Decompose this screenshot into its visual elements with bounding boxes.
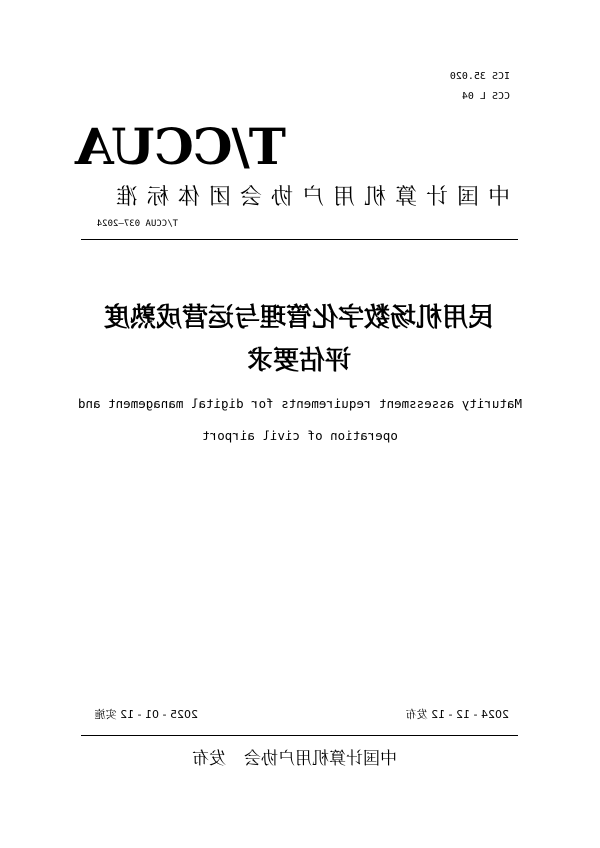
- publisher-verb: 发布: [192, 749, 226, 769]
- standard-number: T/CCUA 037—2024: [96, 219, 178, 229]
- publisher-name: 中国计算机用户协会: [244, 749, 397, 769]
- ics-code: ICS 35.020: [449, 71, 510, 82]
- issue-date: 2024 - 12 - 12 发布: [405, 708, 509, 721]
- bottom-divider: [81, 735, 518, 736]
- standard-category: 中国计算机用户协会团体标准: [106, 185, 510, 210]
- chinese-title-line-2: 评估要求: [247, 346, 352, 376]
- publisher: [192, 748, 397, 770]
- english-title-line-1: Maturity assessment requirements for digital management and: [78, 396, 523, 411]
- org-logo: T/CCUA: [76, 117, 286, 176]
- implementation-date: 2025 - 01 - 12 实施: [94, 708, 198, 721]
- english-title-line-2: operation of civil airport: [202, 428, 398, 443]
- top-divider: [81, 239, 518, 240]
- ccs-code: CCS L 04: [461, 91, 510, 102]
- chinese-title-line-1: 民用机场数字化管理与运营成熟度: [104, 303, 495, 333]
